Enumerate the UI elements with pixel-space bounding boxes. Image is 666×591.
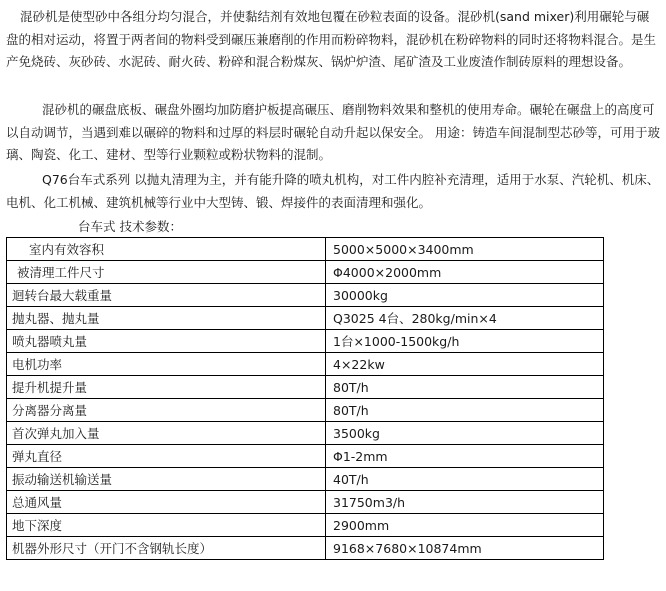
param-value: 9168×7680×10874mm <box>326 537 604 560</box>
param-name: 机器外形尺寸（开门不含钢轨长度） <box>7 537 326 560</box>
param-name: 电机功率 <box>7 353 326 376</box>
param-name: 首次弹丸加入量 <box>7 422 326 445</box>
table-row <box>7 445 604 468</box>
param-name: 迴转台最大载重量 <box>7 284 326 307</box>
param-name: 室内有效容积 <box>7 238 326 261</box>
param-value: 80T/h <box>326 399 604 422</box>
param-value: Φ4000×2000mm <box>326 261 604 284</box>
table-row <box>7 399 604 422</box>
param-value: 3500kg <box>326 422 604 445</box>
param-value: 31750m3/h <box>326 491 604 514</box>
param-value: 2900mm <box>326 514 604 537</box>
table-row <box>7 330 604 353</box>
param-value: 4×22kw <box>326 353 604 376</box>
param-name: 抛丸器、抛丸量 <box>7 307 326 330</box>
param-value: 1台×1000-1500kg/h <box>326 330 604 353</box>
params-caption: 台车式 技术参数： <box>78 219 182 234</box>
table-row <box>7 238 604 261</box>
param-name: 弹丸直径 <box>7 445 326 468</box>
param-name: 提升机提升量 <box>7 376 326 399</box>
table-row <box>7 422 604 445</box>
params-table <box>6 237 604 560</box>
table-row <box>7 468 604 491</box>
q76-paragraph: Q76台车式系列 以抛丸清理为主，并有能升降的喷丸机构，对工件内腔补充清理，适用于水泵、汽轮机、机床、电机、化工机械、建筑机械等行业中大型铸、锻、焊接件的表面清理和强化。 <box>6 172 660 210</box>
param-name: 喷丸器喷丸量 <box>7 330 326 353</box>
intro-paragraph: 混砂机是使型砂中各组分均匀混合，并使黏结剂有效地包覆在砂粒表面的设备。混砂机(sand mixer)利用碾轮与碾盘的相对运动，将置于两者间的物料受到碾压兼磨削的作用而粉碎物料，混砂机在粉碎物料的同时还将物料混合。是生产免烧砖、灰砂砖、水泥砖、耐火砖、粉碎和混合粉煤灰、锅炉炉渣、尾矿渣及工业废渣作制砖原料的理想设备。 <box>6 9 657 69</box>
param-value: Q3025 4台、280kg/min×4 <box>326 307 604 330</box>
param-value: 30000kg <box>326 284 604 307</box>
param-name: 分离器分离量 <box>7 399 326 422</box>
table-row <box>7 307 604 330</box>
param-name: 总通风量 <box>7 491 326 514</box>
table-row <box>7 537 604 560</box>
table-row <box>7 376 604 399</box>
table-row <box>7 261 604 284</box>
table-row <box>7 514 604 537</box>
param-value: Φ1-2mm <box>326 445 604 468</box>
param-value: 80T/h <box>326 376 604 399</box>
wheel-paragraph: 混砂机的碾盘底板、碾盘外圈均加防磨护板提高碾压、磨削物料效果和整机的使用寿命。碾轮在碾盘上的高度可以自动调节，当遇到难以碾碎的物料和过厚的料层时碾轮自动升起以保安全。 用途：铸造车间混制型芯砂等，可用于玻璃、陶瓷、化工、建材、型等行业颗粒或粉状物料的混制。 <box>6 102 660 162</box>
param-value: 5000×5000×3400mm <box>326 238 604 261</box>
param-name: 振动输送机输送量 <box>7 468 326 491</box>
table-row <box>7 491 604 514</box>
param-name: 地下深度 <box>7 514 326 537</box>
table-row <box>7 353 604 376</box>
param-value: 40T/h <box>326 468 604 491</box>
table-row <box>7 284 604 307</box>
param-name: 被清理工件尺寸 <box>7 261 326 284</box>
